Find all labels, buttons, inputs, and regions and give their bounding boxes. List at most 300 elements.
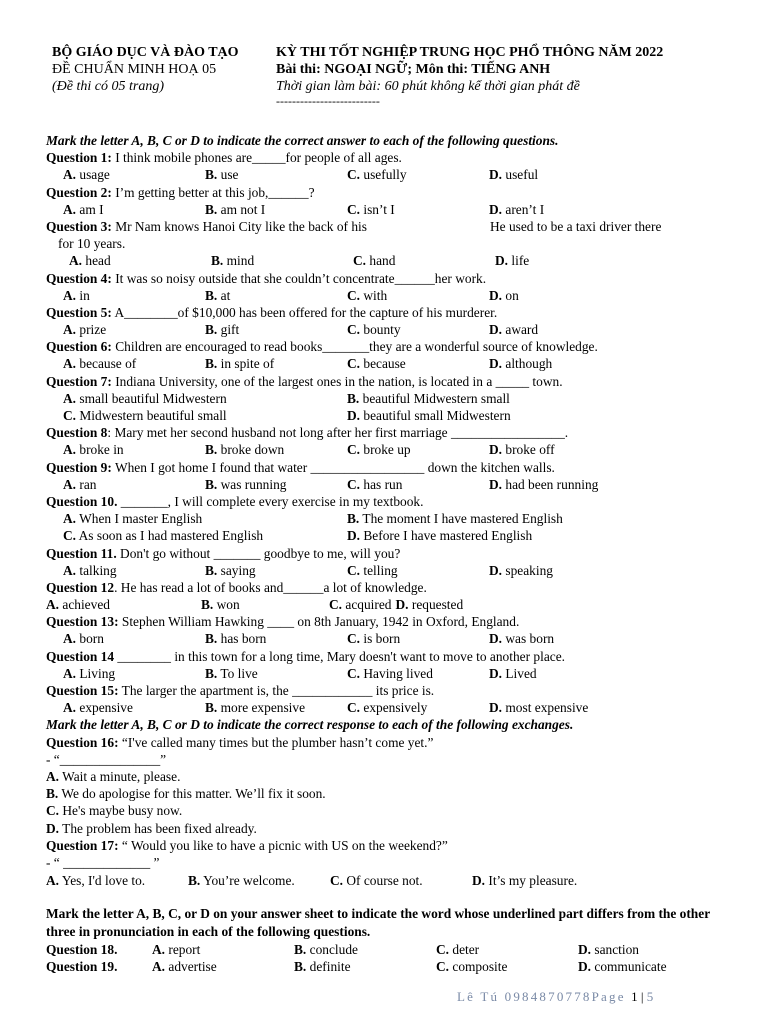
option-letter: A. — [63, 700, 77, 716]
option-letter: C. — [347, 356, 361, 372]
option-text: is born — [360, 631, 401, 647]
options-row — [46, 355, 736, 372]
option-a[interactable] — [63, 630, 205, 647]
option-c[interactable] — [347, 562, 489, 579]
option-a[interactable] — [63, 665, 205, 682]
option-b[interactable] — [294, 941, 436, 958]
option-letter: C. — [347, 201, 361, 217]
option-letter: D. — [489, 167, 503, 183]
option-letter: A. — [63, 390, 77, 406]
question-4 — [46, 270, 736, 304]
question-label: Question 10. — [46, 493, 118, 509]
option-b[interactable] — [201, 596, 329, 613]
option-text: am I — [76, 201, 104, 217]
option-letter: D. — [489, 562, 503, 578]
option-c[interactable] — [436, 941, 578, 958]
question-body: “ Would you like to have a picnic with US on the weekend?” — [118, 837, 448, 853]
question-text — [46, 149, 736, 166]
question-body-continued: for 10 years. — [58, 236, 126, 252]
footer-page-total: 5 — [646, 989, 656, 1004]
option-b[interactable] — [205, 321, 347, 338]
option-letter: B. — [46, 786, 59, 802]
option-text: isn’t I — [360, 201, 395, 217]
question-body: _______, I will complete every exercise in my textbook. — [117, 493, 424, 509]
option-a[interactable] — [152, 958, 294, 975]
option-text: broke up — [360, 442, 411, 458]
option-text: mind — [223, 253, 255, 269]
option-c[interactable] — [347, 665, 489, 682]
option-letter: C. — [329, 597, 343, 613]
question-body: ________ in this town for a long time, Mary doesn't want to move to another place. — [114, 648, 565, 664]
option-text: deter — [449, 942, 480, 958]
question-label: Question 13: — [46, 614, 119, 630]
subject-prefix: Bài thi: NGOẠI NGỮ; Môn thi: — [276, 62, 472, 77]
option-c[interactable] — [46, 802, 736, 819]
option-letter: A. — [63, 442, 77, 458]
option-c[interactable] — [329, 596, 391, 613]
option-text: because of — [76, 356, 137, 372]
options-row — [46, 527, 736, 544]
options-row — [46, 596, 736, 613]
question-text — [46, 682, 736, 699]
option-d[interactable] — [489, 562, 631, 579]
option-text: usage — [76, 167, 110, 183]
option-text: saying — [217, 562, 256, 578]
question-label: Question 6: — [46, 339, 112, 355]
option-d[interactable] — [489, 699, 631, 716]
option-text: sanction — [591, 942, 640, 958]
answer-blank: - “ _____________ ” — [46, 854, 160, 870]
option-text: on — [502, 287, 519, 303]
option-a[interactable] — [46, 872, 188, 889]
option-letter: B. — [294, 959, 307, 975]
question-text — [46, 338, 736, 355]
option-text: broke down — [217, 442, 285, 458]
option-d[interactable] — [489, 321, 631, 338]
question-body: “I've called many times but the plumber hasn’t come yet.” — [118, 734, 434, 750]
option-d[interactable] — [347, 527, 631, 544]
option-letter: A. — [69, 253, 83, 269]
question-body: Stephen William Hawking ____ on 8th January, 1942 in Oxford, England. — [118, 614, 520, 630]
option-letter: A. — [63, 167, 77, 183]
option-letter: A. — [63, 287, 77, 303]
option-d[interactable] — [472, 872, 614, 889]
option-letter: D. — [489, 442, 503, 458]
question-17 — [46, 837, 736, 890]
option-a[interactable] — [63, 562, 205, 579]
question-text — [46, 459, 736, 476]
option-text: aren’t I — [502, 201, 545, 217]
option-text: in — [76, 287, 90, 303]
footer-page-number: 1 — [631, 989, 638, 1004]
option-text: The problem has been fixed already. — [59, 820, 257, 836]
option-letter: B. — [205, 356, 218, 372]
option-b[interactable] — [347, 510, 631, 527]
option-c[interactable] — [347, 166, 489, 183]
option-text: expensively — [360, 700, 428, 716]
question-body: It was so noisy outside that she couldn’t concentrate______her work. — [111, 270, 487, 286]
section1-questions — [46, 149, 736, 716]
option-text: use — [217, 167, 239, 183]
question-13 — [46, 613, 736, 647]
subject-name: TIẾNG ANH — [471, 62, 551, 77]
option-letter: A. — [46, 768, 60, 784]
option-text: was running — [217, 476, 287, 492]
question-text — [46, 184, 736, 201]
option-d[interactable] — [489, 630, 631, 647]
option-text: more expensive — [217, 700, 306, 716]
footer-separator: | — [637, 989, 647, 1004]
option-d[interactable] — [495, 252, 637, 269]
option-c[interactable] — [347, 630, 489, 647]
option-letter: D. — [489, 201, 503, 217]
question-text — [46, 424, 736, 441]
question-7 — [46, 373, 736, 425]
option-d[interactable] — [489, 441, 631, 458]
question-body: : Mary met her second husband not long after her first marriage _________________. — [107, 425, 569, 441]
option-text: Living — [76, 665, 116, 681]
option-letter: A. — [46, 873, 60, 889]
option-letter: B. — [201, 597, 214, 613]
footer-author: Lê Tú 0984870778 — [457, 989, 592, 1004]
option-text: life — [508, 253, 530, 269]
option-text: Before I have mastered English — [360, 528, 533, 544]
question-label: Question 2: — [46, 184, 112, 200]
option-text: requested — [408, 597, 464, 613]
option-b[interactable] — [188, 872, 330, 889]
option-a[interactable] — [63, 699, 205, 716]
options-row — [46, 699, 736, 716]
option-b[interactable] — [205, 355, 347, 372]
option-text: achieved — [59, 597, 110, 613]
options-row — [46, 476, 736, 493]
option-letter: B. — [205, 562, 218, 578]
option-c[interactable] — [347, 699, 489, 716]
question-body: A________of $10,000 has been offered for the capture of his murderer. — [111, 304, 498, 320]
option-letter: A. — [63, 201, 77, 217]
option-text: It’s my pleasure. — [485, 873, 578, 889]
option-c[interactable] — [436, 958, 578, 975]
option-text: small beautiful Midwestern — [76, 390, 227, 406]
question-text — [46, 613, 736, 630]
option-b[interactable] — [205, 287, 347, 304]
option-letter: A. — [63, 356, 77, 372]
question-1 — [46, 149, 736, 183]
option-a[interactable] — [69, 252, 211, 269]
option-text: As soon as I had mastered English — [76, 528, 264, 544]
option-c[interactable] — [347, 321, 489, 338]
option-text: Wait a minute, please. — [59, 768, 181, 784]
option-a[interactable] — [63, 476, 205, 493]
option-a[interactable] — [63, 321, 205, 338]
option-text: because — [360, 356, 406, 372]
question-label: Question 17: — [46, 837, 119, 853]
option-text: gift — [217, 322, 240, 338]
option-text: with — [360, 287, 388, 303]
question-text — [46, 837, 736, 854]
option-letter: C. — [347, 167, 361, 183]
option-d[interactable] — [489, 476, 631, 493]
option-text: usefully — [360, 167, 407, 183]
option-letter: D. — [46, 820, 60, 836]
option-letter: D. — [489, 631, 503, 647]
option-text: ran — [76, 476, 97, 492]
option-letter: B. — [188, 873, 201, 889]
option-text: prize — [76, 322, 107, 338]
option-d[interactable] — [489, 355, 631, 372]
option-b[interactable] — [205, 441, 347, 458]
option-c[interactable] — [347, 201, 489, 218]
question-body: Children are encouraged to read books_______they are a wonderful source of knowledge. — [111, 339, 598, 355]
option-letter: B. — [205, 442, 218, 458]
question-label: Question 3: — [46, 218, 112, 234]
option-a[interactable] — [46, 768, 736, 785]
option-c[interactable] — [330, 872, 472, 889]
options-row — [46, 407, 736, 424]
option-letter: D. — [489, 322, 503, 338]
question-19 — [46, 958, 736, 975]
option-text: had been running — [502, 476, 599, 492]
option-text: award — [502, 322, 539, 338]
option-c[interactable] — [347, 355, 489, 372]
question-label: Question 11. — [46, 545, 117, 561]
pages-note: (Đề thi có 05 trang) — [52, 79, 164, 94]
option-b[interactable] — [205, 630, 347, 647]
option-a[interactable] — [46, 596, 201, 613]
option-text: speaking — [502, 562, 553, 578]
ministry-name: BỘ GIÁO DỤC VÀ ĐÀO TẠO — [52, 45, 239, 60]
option-letter: D. — [489, 356, 503, 372]
question-label: Question 18. — [46, 942, 118, 958]
option-letter: C. — [353, 253, 367, 269]
option-letter: D. — [472, 873, 486, 889]
option-text: hand — [366, 253, 396, 269]
option-text: broke in — [76, 442, 124, 458]
option-letter: C. — [347, 700, 361, 716]
option-letter: C. — [63, 408, 77, 423]
option-letter: B. — [205, 665, 218, 681]
option-letter: D. — [395, 597, 409, 613]
question-label: Question 12 — [46, 579, 115, 595]
option-letter: C. — [347, 287, 361, 303]
option-letter: D. — [489, 700, 503, 716]
option-d[interactable] — [489, 201, 631, 218]
option-d[interactable] — [489, 665, 631, 682]
option-text: broke off — [502, 442, 555, 458]
question-body: When I got home I found that water _________________ down the kitchen walls. — [111, 459, 555, 475]
option-a[interactable] — [63, 441, 205, 458]
option-c[interactable] — [347, 441, 489, 458]
options-row — [46, 201, 736, 218]
option-b[interactable] — [205, 562, 347, 579]
option-letter: B. — [205, 201, 218, 217]
option-text: useful — [502, 167, 539, 183]
question-body: I’m getting better at this job,______? — [111, 184, 315, 200]
option-b[interactable] — [46, 785, 736, 802]
option-c[interactable] — [63, 527, 347, 544]
option-letter: B. — [205, 287, 218, 303]
exam-title: KỲ THI TỐT NGHIỆP TRUNG HỌC PHỔ THÔNG NĂM 2022 — [276, 45, 664, 60]
option-letter: A. — [63, 665, 77, 681]
option-d[interactable] — [395, 596, 463, 613]
option-d[interactable] — [489, 287, 631, 304]
option-a[interactable] — [63, 166, 205, 183]
option-d[interactable] — [46, 820, 736, 837]
question-14 — [46, 648, 736, 682]
question-body: I think mobile phones are_____for people of all ages. — [111, 150, 402, 166]
question-label: Question 15: — [46, 683, 119, 698]
option-text: conclude — [306, 942, 358, 958]
option-letter: D. — [489, 287, 503, 303]
question-text — [46, 734, 736, 751]
option-text: has run — [360, 476, 403, 492]
option-b[interactable] — [205, 699, 347, 716]
options-row — [46, 321, 736, 338]
option-text: although — [502, 356, 553, 372]
option-c[interactable] — [353, 252, 495, 269]
option-letter: B. — [347, 511, 360, 527]
option-d[interactable] — [489, 166, 631, 183]
option-b[interactable] — [211, 252, 353, 269]
option-a[interactable] — [63, 355, 205, 372]
option-text: We do apologise for this matter. We’ll fix it soon. — [58, 786, 326, 802]
page-footer — [457, 989, 655, 1005]
option-letter: A. — [63, 562, 77, 578]
question-body: Indiana University, one of the largest ones in the nation, is located in a _____ town. — [111, 373, 563, 389]
question-body-right: He used to be a taxi driver there — [490, 218, 662, 234]
option-letter: C. — [436, 959, 450, 975]
option-text: talking — [76, 562, 117, 578]
question-15 — [46, 682, 736, 716]
option-letter: B. — [294, 942, 307, 958]
option-d[interactable] — [347, 407, 631, 424]
option-text: expensive — [76, 700, 133, 716]
option-text: communicate — [591, 959, 667, 975]
option-text: composite — [449, 959, 508, 975]
option-text: Midwestern beautiful small — [76, 408, 227, 423]
option-a[interactable] — [63, 287, 205, 304]
option-text: Yes, I'd love to. — [59, 873, 146, 889]
option-b[interactable] — [347, 390, 631, 407]
answer-blank: - “_______________” — [46, 751, 167, 767]
option-letter: B. — [205, 476, 218, 492]
header-right — [276, 44, 736, 107]
option-text: won — [213, 597, 240, 613]
option-a[interactable] — [63, 510, 347, 527]
option-text: most expensive — [502, 700, 589, 716]
option-d[interactable] — [578, 941, 720, 958]
option-letter: C. — [347, 631, 361, 647]
section2-instruction: Mark the letter A, B, C or D to indicate the correct response to each of the following exchanges. — [46, 717, 574, 733]
option-letter: A. — [46, 597, 60, 613]
options-row — [46, 871, 736, 889]
option-letter: B. — [205, 631, 218, 647]
question-text — [46, 304, 736, 321]
question-text — [46, 579, 736, 596]
option-letter: C. — [347, 665, 361, 681]
question-label: Question 16: — [46, 734, 119, 750]
option-text: definite — [306, 959, 351, 975]
options-row — [46, 166, 736, 183]
option-letter: C. — [46, 803, 60, 819]
question-body: Mr Nam knows Hanoi City like the back of his — [111, 218, 367, 234]
option-b[interactable] — [205, 665, 347, 682]
option-letter: C. — [347, 322, 361, 338]
option-letter: B. — [347, 390, 360, 406]
exam-content — [46, 132, 736, 976]
question-label: Question 1: — [46, 150, 112, 166]
question-label: Question 14 — [46, 648, 115, 664]
option-a[interactable] — [63, 390, 347, 407]
question-11 — [46, 545, 736, 579]
option-text: head — [82, 253, 111, 269]
question-label: Question 19. — [46, 959, 118, 975]
question-8 — [46, 424, 736, 458]
option-b[interactable] — [205, 476, 347, 493]
question-label: Question 7: — [46, 373, 112, 389]
option-a[interactable] — [152, 941, 294, 958]
options-row — [52, 252, 736, 269]
option-letter: C. — [347, 442, 361, 458]
question-9 — [46, 459, 736, 493]
option-text: at — [217, 287, 231, 303]
option-letter: B. — [205, 700, 218, 716]
option-letter: D. — [578, 959, 592, 975]
question-body: Don't go without _______ goodbye to me, will you? — [116, 545, 401, 561]
option-text: He's maybe busy now. — [59, 803, 183, 819]
option-text: report — [165, 942, 201, 958]
option-text: When I master English — [76, 511, 203, 527]
option-letter: B. — [211, 253, 224, 269]
option-b[interactable] — [205, 166, 347, 183]
question-text — [46, 218, 736, 235]
option-letter: A. — [63, 511, 77, 527]
question-6 — [46, 338, 736, 372]
question-text — [46, 270, 736, 287]
option-letter: B. — [205, 167, 218, 183]
option-letter: D. — [495, 253, 509, 269]
option-letter: D. — [347, 528, 361, 544]
option-text: Of course not. — [343, 873, 423, 889]
option-c[interactable] — [347, 476, 489, 493]
option-text: acquired — [342, 597, 392, 613]
option-a[interactable] — [63, 201, 205, 218]
option-text: in spite of — [217, 356, 275, 372]
option-b[interactable] — [205, 201, 347, 218]
exam-code: ĐỀ CHUẨN MINH HOẠ 05 — [52, 62, 217, 77]
option-text: born — [76, 631, 104, 647]
options-row — [46, 441, 736, 458]
option-c[interactable] — [63, 407, 347, 424]
question-text — [46, 648, 736, 665]
question-label: Question 5: — [46, 304, 112, 320]
option-letter: C. — [347, 562, 361, 578]
question-2 — [46, 184, 736, 218]
options-row — [46, 510, 736, 527]
option-text: To live — [217, 665, 258, 681]
option-letter: C. — [63, 528, 77, 544]
question-5 — [46, 304, 736, 338]
option-b[interactable] — [294, 958, 436, 975]
subject-line — [276, 61, 736, 78]
option-c[interactable] — [347, 287, 489, 304]
option-text: bounty — [360, 322, 401, 338]
question-label: Question 4: — [46, 270, 112, 286]
options-row — [46, 630, 736, 647]
options-row — [46, 665, 736, 682]
question-label: Question 8 — [46, 425, 108, 441]
option-d[interactable] — [578, 958, 720, 975]
